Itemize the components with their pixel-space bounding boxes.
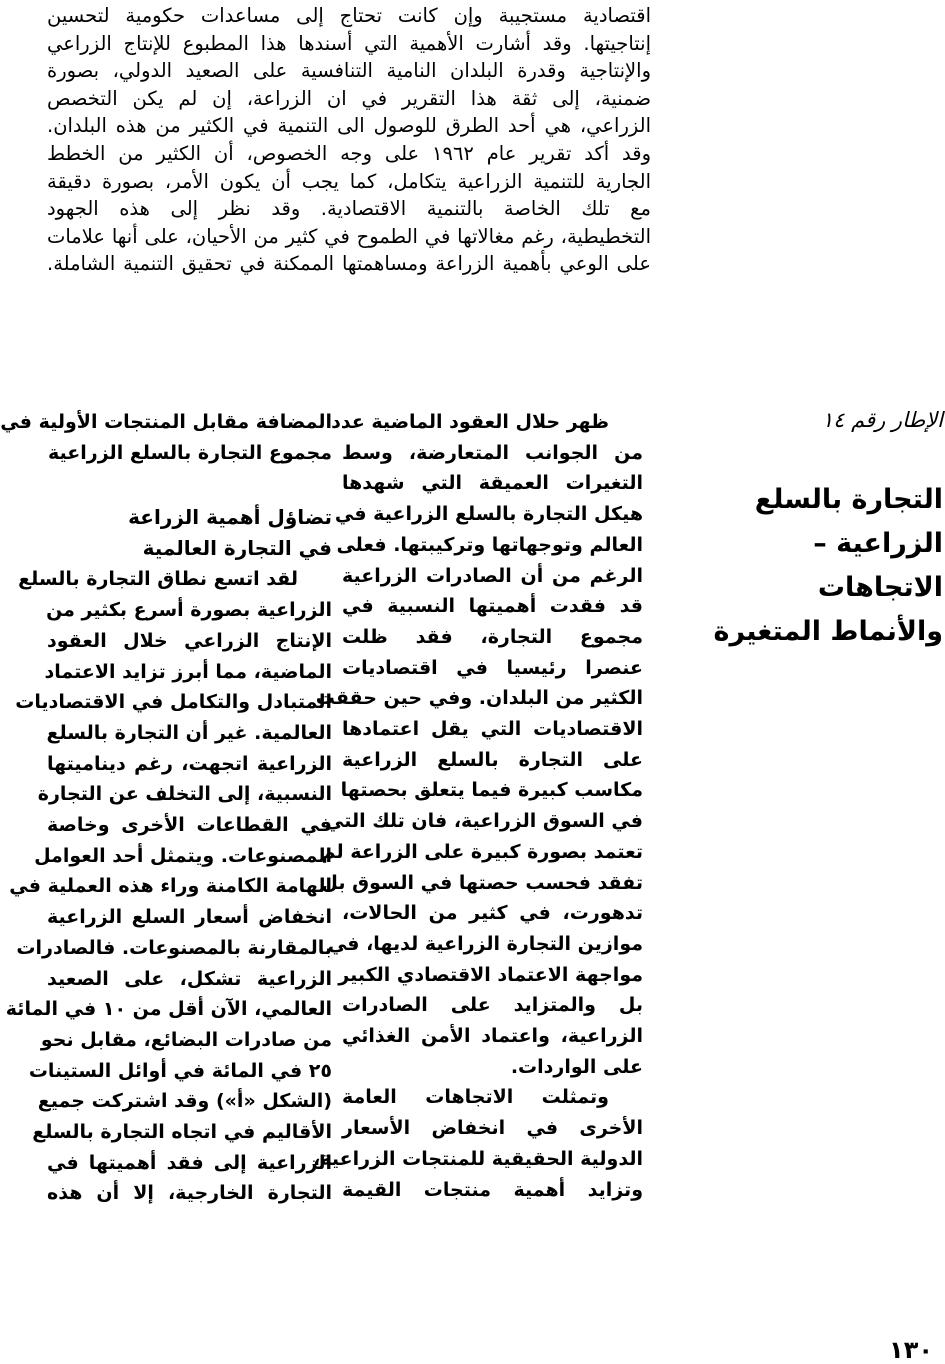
text-line: إنتاجيتها. وقد أشارت الأهمية التي أسندها هذا المطبوع للإنتاج الزراعي <box>47 31 651 55</box>
subheading-line: في التجارة العالمية <box>142 536 332 561</box>
text-line: من الجوانب المتعارضة، وسط <box>342 441 643 464</box>
text-line: الرغم من أن الصادرات الزراعية <box>342 564 643 587</box>
left-intro <box>0 407 332 468</box>
text-line: التجارة الخارجية، إلا أن هذه <box>47 1182 332 1205</box>
text-line: والإنتاجية وقدرة البلدان النامية التنافسية على الصعيد الدولي، بصورة <box>47 59 651 83</box>
text-line: الزراعية بصورة أسرع بكثير من <box>46 599 332 622</box>
text-line: وتزايد أهمية منتجات القيمة <box>342 1178 643 1201</box>
text-line: ضمنية، إلى ثقة هذا التقرير في ان الزراعة، إن لم يكن التخصص <box>47 86 651 110</box>
text-line: مكاسب كبيرة فيما يتعلق بحصتها <box>340 779 643 802</box>
box-title-line: والأنماط المتغيرة <box>713 616 943 647</box>
section-subheading <box>47 502 332 564</box>
text-line: الأخرى في انخفاض الأسعار <box>342 1117 643 1140</box>
text-line: ٢٥ في المائة في أوائل الستينات <box>28 1059 332 1082</box>
text-line: وتمثلت الاتجاهات العامة <box>342 1086 609 1109</box>
middle-column <box>313 407 643 1205</box>
text-line: النسبية، إلى التخلف عن التجارة <box>37 783 332 806</box>
text-line: العالمية. غير أن التجارة بالسلع <box>46 721 332 744</box>
text-line: الدولية الحقيقية للمنتجات الزراعية، <box>313 1147 643 1170</box>
text-line: عنصرا رئيسيا في اقتصاديات <box>342 656 643 679</box>
text-line: بالمقارنة بالمصنوعات. فالصادرات <box>16 936 332 959</box>
text-line: الماضية، مما أبرز تزايد الاعتماد <box>44 660 332 683</box>
text-line: الكثير من البلدان. وفي حين حققت <box>315 687 643 710</box>
page-number: ١٣٠ <box>889 1336 933 1364</box>
text-line: على الوعي بأهمية الزراعة ومساهمتها الممكنة في تحقيق التنمية الشاملة. <box>47 252 651 276</box>
text-line: مواجهة الاعتماد الاقتصادي الكبير <box>338 963 643 986</box>
text-line: (الشكل «أ») وقد اشتركت جميع <box>37 1090 332 1113</box>
text-line: المضافة مقابل المنتجات الأولية في <box>0 411 332 433</box>
text-line: التخطيطية، رغم مغالاتها في الطموح في كثير من الأحيان، على أنها علامات <box>47 224 651 248</box>
text-line: الهامة الكامنة وراء هذه العملية في <box>9 875 332 898</box>
text-line: انخفاض أسعار السلع الزراعية <box>47 906 332 929</box>
text-line: مع تلك الخاصة بالتنمية الاقتصادية. وقد نظر إلى هذه الجهود <box>47 197 651 221</box>
text-line: الاقتصاديات التي يقل اعتمادها <box>342 718 643 741</box>
text-line: الزراعية إلى فقد أهميتها في <box>47 1151 332 1174</box>
text-line: لقد اتسع نطاق التجارة بالسلع <box>18 568 298 591</box>
text-line: قد فقدت أهميتها النسبية في <box>342 595 643 618</box>
text-line: هيكل التجارة بالسلع الزراعية في <box>334 503 643 526</box>
box-title-line: التجارة بالسلع <box>754 484 943 515</box>
text-line: الأقاليم في اتجاه التجارة بالسلع <box>32 1121 332 1144</box>
text-line: موازين التجارة الزراعية لديها، في <box>327 932 643 955</box>
box-title <box>703 478 943 654</box>
box-label: الإطار رقم ١٤ <box>821 408 943 432</box>
text-line: الزراعي، هي أحد الطرق للوصول الى التنمية في الكثير من هذه البلدان. <box>47 114 651 138</box>
text-line: مجموع التجارة بالسلع الزراعية <box>48 441 332 464</box>
text-line: من صادرات البضائع، مقابل نحو <box>40 1028 332 1051</box>
text-line: المصنوعات. ويتمثل أحد العوامل <box>34 844 332 867</box>
text-line: على التجارة بالسلع الزراعية <box>342 748 643 771</box>
text-line: الزراعية اتجهت، رغم ديناميتها <box>47 752 332 775</box>
text-line: تعتمد بصورة كبيرة على الزراعة لم <box>321 840 643 863</box>
left-body <box>5 564 332 1209</box>
top-paragraph <box>47 2 651 278</box>
text-line: وقد أكد تقرير عام ١٩٦٢ على وجه الخصوص، أن الكثير من الخطط <box>47 141 652 165</box>
text-line: في السوق الزراعية، فان تلك التي <box>324 810 643 833</box>
text-line: المتبادل والتكامل في الاقتصاديات <box>15 691 332 714</box>
text-line: في القطاعات الأخرى وخاصة <box>47 814 332 837</box>
text-line: التغيرات العميقة التي شهدها <box>342 472 643 495</box>
spacer <box>47 468 332 502</box>
text-line: تدهورت، في كثير من الحالات، <box>342 902 643 925</box>
left-column <box>0 407 332 1209</box>
text-line: العالم وتوجهاتها وتركيبتها. فعلى <box>336 533 643 556</box>
text-line: الزراعية تشكل، على الصعيد <box>47 967 332 990</box>
text-line: مجموع التجارة، فقد ظلت <box>342 625 643 648</box>
text-line: الجارية للتنمية الزراعية يتكامل، كما يجب أن يكون الأمر، بصورة دقيقة <box>47 169 651 193</box>
text-line: اقتصادية مستجيبة وإن كانت تحتاج إلى مساعدات حكومية لتحسين <box>47 4 651 27</box>
box-title-line: الزراعية – الاتجاهات <box>813 528 943 603</box>
text-line: الإنتاج الزراعي خلال العقود <box>47 629 332 652</box>
text-line: ظهر حلال العقود الماضية عدد <box>331 411 609 433</box>
text-line: العالمي، الآن أقل من ١٠ في المائة <box>5 998 332 1021</box>
text-line: بل والمتزايد على الصادرات <box>342 994 643 1017</box>
subheading-line: تضاؤل أهمية الزراعة <box>128 505 332 530</box>
text-line: تفقد فحسب حصتها في السوق بل <box>321 871 643 894</box>
text-line: على الواردات. <box>510 1055 643 1078</box>
text-line: الزراعية، واعتماد الأمن الغذائي <box>342 1025 643 1048</box>
